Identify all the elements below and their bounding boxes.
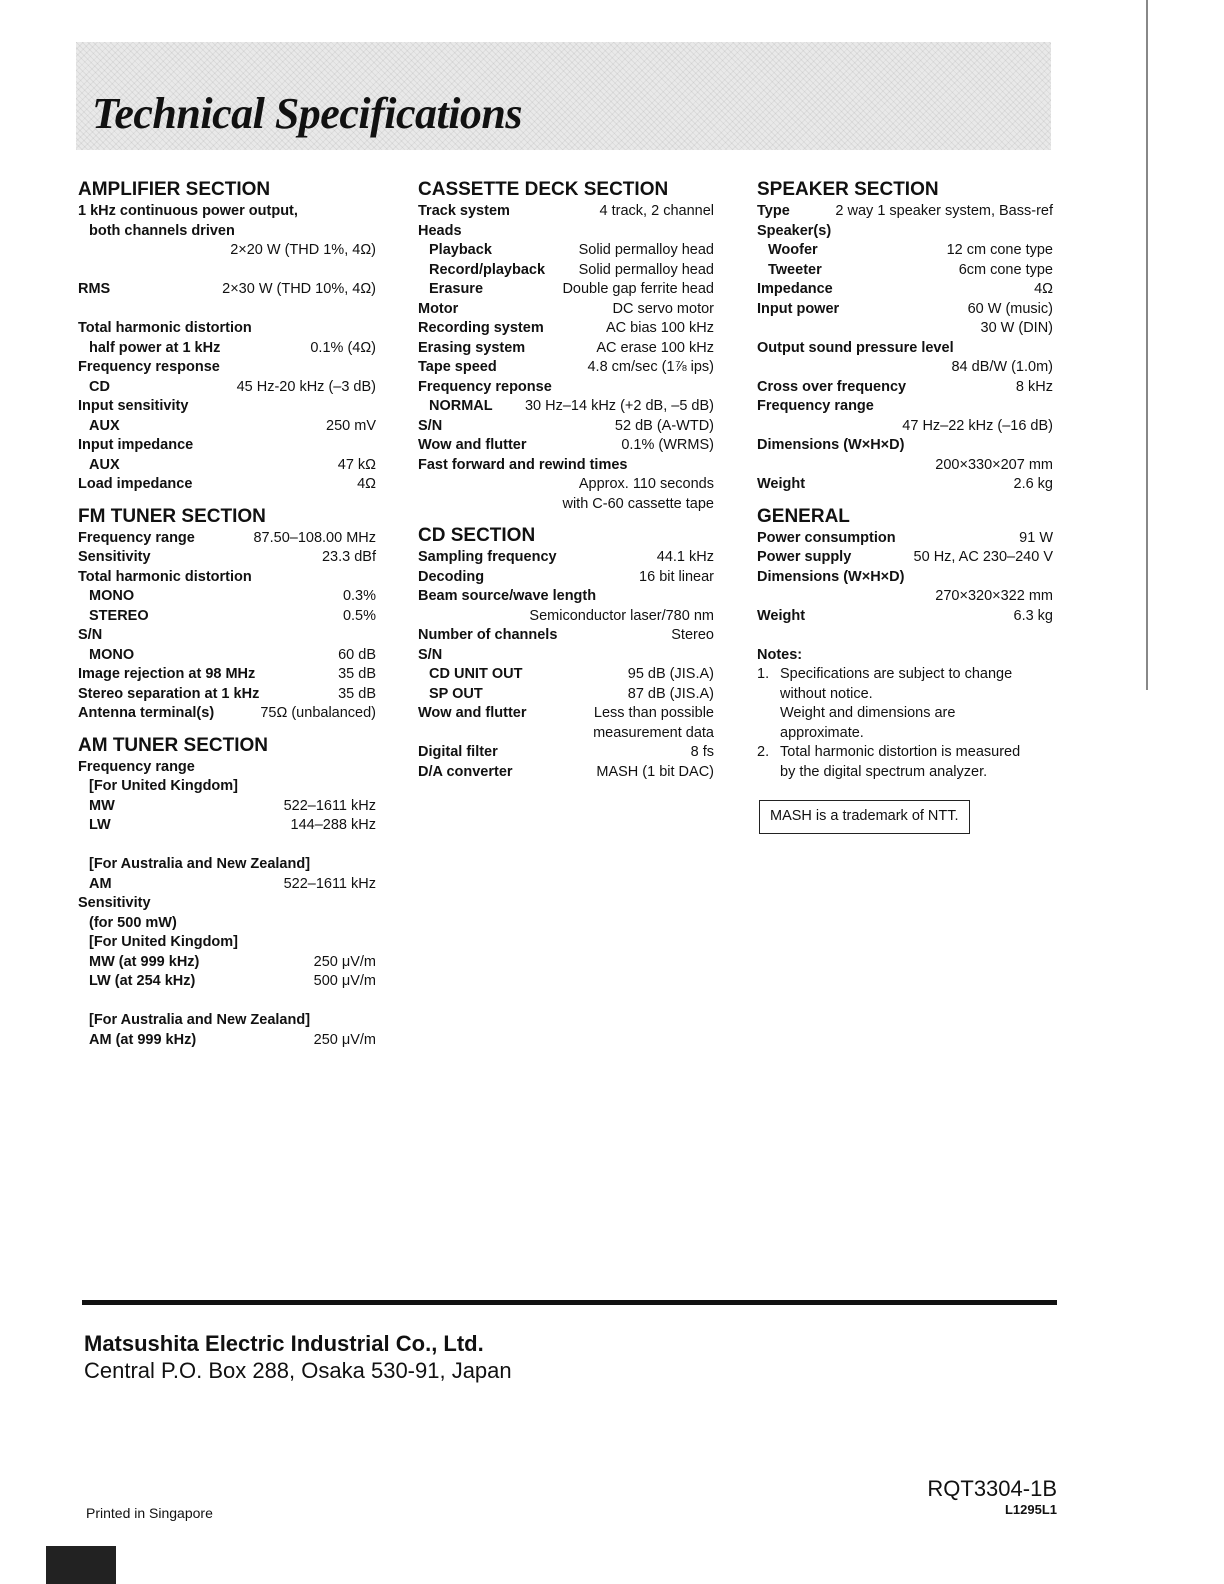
- spec-row: [78, 704, 376, 724]
- spec-value: 12 cm cone type: [946, 242, 1053, 258]
- spec-label: Cross over frequency: [757, 378, 907, 395]
- spec-label: Sensitivity: [78, 549, 151, 565]
- spec-label: Number of channels: [418, 627, 558, 643]
- spec-row: [78, 339, 376, 359]
- spec-value: 500 μV/m: [313, 973, 376, 989]
- spec-value: 522–1611 kHz: [283, 875, 376, 892]
- company-address: Central P.O. Box 288, Osaka 530-91, Japan: [84, 1358, 512, 1383]
- spec-value: AC bias 100 kHz: [606, 320, 714, 336]
- spec-row: [757, 300, 1053, 320]
- note-item: [757, 743, 1053, 782]
- spec-value: 23.3 dBf: [321, 549, 376, 565]
- spec-label: Record/playback: [429, 261, 546, 278]
- spec-label: Antenna terminal(s): [78, 705, 215, 721]
- spec-label: Wow and flutter: [418, 437, 527, 453]
- spec-row: [78, 816, 376, 836]
- spec-value: 2.6 kg: [1013, 476, 1053, 492]
- note-text: without notice.: [780, 685, 873, 702]
- spec-value: 4Ω: [1034, 281, 1053, 297]
- note-number: 1.: [757, 666, 770, 682]
- spec-value: Double gap ferrite head: [562, 281, 714, 297]
- spec-label: Output sound pressure level: [757, 339, 954, 356]
- spec-row: [78, 378, 376, 398]
- spec-label: Playback: [429, 242, 492, 258]
- spec-label: Load impedance: [78, 476, 193, 492]
- spec-value: 91 W: [1019, 529, 1053, 546]
- spec-value: 270×320×322 mm: [935, 588, 1053, 604]
- spec-value: 95 dB (JIS.A): [627, 666, 714, 682]
- spec-label: MONO: [89, 646, 135, 663]
- spec-row: [757, 475, 1053, 495]
- spec-row: [78, 685, 376, 705]
- spec-row: [757, 607, 1053, 627]
- spec-label: RMS: [78, 281, 111, 297]
- spec-label: Image rejection at 98 MHz: [78, 666, 256, 682]
- spec-label: Motor: [418, 300, 459, 317]
- spec-label: Decoding: [418, 568, 485, 585]
- note-text: by the digital spectrum analyzer.: [780, 763, 988, 780]
- spec-value: 16 bit linear: [639, 568, 714, 585]
- cassette-heading: CASSETTE DECK SECTION: [418, 179, 669, 200]
- spec-label: S/N: [418, 646, 443, 663]
- region-label: [For Australia and New Zealand]: [89, 856, 311, 872]
- spec-label: Power consumption: [757, 529, 896, 546]
- spec-row: [418, 397, 714, 417]
- spec-label: Stereo separation at 1 kHz: [78, 685, 260, 702]
- spec-value: 2×30 W (THD 10%, 4Ω): [222, 281, 376, 297]
- spec-row: [418, 743, 714, 763]
- spec-row: [418, 704, 714, 724]
- page-edge-line: [1146, 0, 1148, 690]
- spec-value: Stereo: [671, 627, 714, 643]
- spec-label: LW (at 254 kHz): [89, 973, 196, 989]
- spec-label: Erasing system: [418, 339, 526, 356]
- spec-label: Frequency range: [757, 398, 874, 414]
- spec-label: MW: [89, 797, 115, 814]
- spec-label: MW (at 999 kHz): [89, 953, 200, 970]
- spec-label: Digital filter: [418, 744, 498, 760]
- spec-label: Tape speed: [418, 359, 497, 375]
- spec-value: 0.1% (4Ω): [310, 339, 376, 356]
- spec-row: [78, 972, 376, 992]
- spec-value: Approx. 110 seconds: [578, 476, 714, 492]
- spec-row: [757, 548, 1053, 568]
- spec-value: 144–288 kHz: [290, 817, 376, 833]
- spec-value: 0.5%: [342, 607, 376, 624]
- spec-row: [418, 319, 714, 339]
- note-text: approximate.: [780, 724, 864, 741]
- spec-label: D/A converter: [418, 763, 513, 780]
- spec-label: Sampling frequency: [418, 549, 557, 565]
- spec-row: [418, 436, 714, 456]
- spec-value: 6.3 kg: [1013, 607, 1053, 624]
- spec-sublabel: (for 500 mW): [89, 914, 177, 931]
- spec-row: [78, 456, 376, 476]
- spec-value: 4 track, 2 channel: [599, 203, 714, 219]
- column-right: [757, 178, 1053, 834]
- spec-value: 84 dB/W (1.0m): [951, 359, 1053, 375]
- note-text: Total harmonic distortion is measured: [780, 744, 1021, 760]
- spec-label: Dimensions (W×H×D): [757, 437, 905, 453]
- cd-heading: CD SECTION: [418, 525, 536, 546]
- spec-label: Dimensions (W×H×D): [757, 568, 905, 585]
- footer-rule: [82, 1300, 1057, 1305]
- spec-label: NORMAL: [429, 398, 493, 414]
- region-label: [For Australia and New Zealand]: [89, 1012, 311, 1028]
- column-middle: [418, 178, 714, 782]
- spec-row: [757, 280, 1053, 300]
- spec-value: 8 kHz: [1015, 378, 1053, 395]
- spec-row: [78, 548, 376, 568]
- spec-label: Erasure: [429, 281, 484, 297]
- spec-value: 250 mV: [326, 417, 376, 434]
- spec-row: [757, 261, 1053, 281]
- amp-power-value: 2×20 W (THD 1%, 4Ω): [230, 242, 376, 258]
- spec-label: Woofer: [768, 242, 818, 258]
- spec-label: Frequency response: [78, 359, 220, 375]
- amp-power-sublabel: both channels driven: [89, 222, 235, 239]
- spec-value: 47 kΩ: [337, 456, 376, 473]
- spec-label: Frequency range: [78, 529, 195, 546]
- spec-value: with C-60 cassette tape: [562, 495, 714, 512]
- spec-row: [418, 261, 714, 281]
- spec-label: Wow and flutter: [418, 705, 527, 721]
- spec-value: 45 Hz-20 kHz (–3 dB): [236, 378, 376, 395]
- spec-label: Frequency range: [78, 758, 195, 775]
- note-item: [757, 665, 1053, 743]
- spec-row: [418, 626, 714, 646]
- note-text: Specifications are subject to change: [780, 666, 1013, 682]
- spec-row: [418, 763, 714, 783]
- spec-value: Solid permalloy head: [578, 242, 714, 258]
- spec-row: [418, 339, 714, 359]
- page-title: Technical Specifications: [92, 89, 523, 138]
- spec-label: Total harmonic distortion: [78, 320, 252, 336]
- spec-label: Sensitivity: [78, 895, 151, 911]
- spec-row: [418, 685, 714, 705]
- spec-row: [78, 1031, 376, 1051]
- spec-row: [418, 417, 714, 437]
- spec-row: [78, 953, 376, 973]
- spec-row: [418, 241, 714, 261]
- spec-row: [78, 587, 376, 607]
- spec-value: measurement data: [593, 724, 714, 741]
- spec-row: [78, 665, 376, 685]
- spec-label: Heads: [418, 222, 462, 239]
- spec-row: [418, 300, 714, 320]
- spec-row: [78, 417, 376, 437]
- spec-label: AM: [89, 875, 112, 892]
- spec-value: Solid permalloy head: [578, 261, 714, 278]
- notes-block: [757, 646, 1053, 783]
- spec-value: 50 Hz, AC 230–240 V: [913, 549, 1053, 565]
- spec-row: [418, 568, 714, 588]
- spec-label: Beam source/wave length: [418, 588, 597, 604]
- spec-label: LW: [89, 817, 111, 833]
- spec-label: Speaker(s): [757, 222, 832, 239]
- column-left: [78, 178, 376, 1050]
- spec-row: [78, 475, 376, 495]
- document-code: L1295L1: [1004, 1502, 1057, 1517]
- spec-row: [78, 797, 376, 817]
- spec-value: 250 μV/m: [313, 1031, 376, 1048]
- spec-row: [757, 241, 1053, 261]
- trademark-box: MASH is a trademark of NTT.: [759, 800, 970, 834]
- spec-value: AC erase 100 kHz: [596, 339, 714, 356]
- spec-row: [418, 665, 714, 685]
- spec-row: [78, 280, 376, 300]
- spec-row: [757, 529, 1053, 549]
- spec-value: 75Ω (unbalanced): [260, 705, 376, 721]
- spec-value: 0.3%: [342, 588, 376, 604]
- spec-value: 0.1% (WRMS): [621, 437, 714, 453]
- spec-label: Frequency reponse: [418, 378, 552, 395]
- note-number: 2.: [757, 744, 770, 760]
- spec-row: [78, 529, 376, 549]
- spec-value: 87.50–108.00 MHz: [253, 529, 376, 546]
- spec-label: Input power: [757, 300, 840, 317]
- amplifier-heading: AMPLIFIER SECTION: [78, 179, 271, 200]
- spec-label: AM (at 999 kHz): [89, 1031, 197, 1048]
- speaker-heading: SPEAKER SECTION: [757, 179, 939, 200]
- spec-value: Semiconductor laser/780 nm: [529, 607, 714, 624]
- spec-value: 6cm cone type: [958, 261, 1053, 278]
- spec-value: 87 dB (JIS.A): [627, 685, 714, 702]
- spec-label: S/N: [418, 417, 443, 434]
- spec-label: Impedance: [757, 281, 833, 297]
- spec-value: 30 W (DIN): [980, 320, 1053, 336]
- spec-label: CD UNIT OUT: [429, 666, 523, 682]
- spec-value: 30 Hz–14 kHz (+2 dB, –5 dB): [524, 398, 714, 414]
- fm-heading: FM TUNER SECTION: [78, 505, 266, 527]
- spec-label: S/N: [78, 627, 103, 643]
- spec-value: 47 Hz–22 kHz (–16 dB): [902, 417, 1053, 434]
- notes-heading: Notes:: [757, 646, 803, 663]
- spec-row: [418, 548, 714, 568]
- region-label: [For United Kingdom]: [89, 934, 239, 950]
- spec-value: 200×330×207 mm: [935, 456, 1053, 473]
- region-label: [For United Kingdom]: [89, 778, 239, 794]
- spec-label: AUX: [89, 456, 120, 473]
- company-name: Matsushita Electric Industrial Co., Ltd.: [84, 1331, 484, 1356]
- spec-label: Tweeter: [768, 261, 822, 278]
- spec-value: 44.1 kHz: [656, 549, 714, 565]
- spec-value: DC servo motor: [612, 300, 714, 317]
- spec-value: MASH (1 bit DAC): [596, 763, 714, 780]
- general-heading: GENERAL: [757, 505, 850, 527]
- spec-label: Weight: [757, 607, 806, 624]
- spec-value: Less than possible: [593, 705, 714, 721]
- spec-value: 8 fs: [690, 744, 714, 760]
- spec-label: SP OUT: [429, 685, 483, 702]
- spec-value: 522–1611 kHz: [283, 797, 376, 814]
- spec-label: AUX: [89, 417, 120, 434]
- spec-label: Type: [757, 203, 790, 219]
- spec-row: [418, 358, 714, 378]
- spec-label: Total harmonic distortion: [78, 568, 252, 585]
- spec-label: Fast forward and rewind times: [418, 456, 628, 473]
- spec-row: [757, 202, 1053, 222]
- spec-row: [78, 875, 376, 895]
- spec-row: [78, 646, 376, 666]
- spec-label: CD: [89, 378, 110, 395]
- spec-value: 4.8 cm/sec (1⅞ ips): [587, 359, 714, 375]
- spec-label: Recording system: [418, 320, 544, 336]
- spec-row: [78, 607, 376, 627]
- spec-value: 60 dB: [338, 646, 376, 663]
- spec-row: [418, 280, 714, 300]
- spec-value: 35 dB: [338, 685, 376, 702]
- spec-value: 35 dB: [338, 666, 376, 682]
- spec-label: STEREO: [89, 607, 149, 624]
- printed-in: Printed in Singapore: [86, 1505, 213, 1521]
- amp-power-label: 1 kHz continuous power output,: [78, 203, 298, 219]
- scan-corner-mark: [46, 1546, 116, 1584]
- document-number: RQT3304-1B: [927, 1476, 1057, 1501]
- spec-value: 60 W (music): [967, 300, 1053, 317]
- spec-value: 2 way 1 speaker system, Bass-ref: [835, 203, 1053, 219]
- spec-label: Input sensitivity: [78, 398, 189, 414]
- spec-row: [757, 378, 1053, 398]
- spec-value: 250 μV/m: [313, 953, 376, 970]
- spec-value: 4Ω: [357, 476, 376, 492]
- am-heading: AM TUNER SECTION: [78, 734, 268, 756]
- spec-value: 52 dB (A-WTD): [614, 417, 714, 434]
- spec-label: Input impedance: [78, 437, 194, 453]
- spec-label: MONO: [89, 588, 135, 604]
- spec-label: Weight: [757, 476, 806, 492]
- spec-label: Track system: [418, 203, 510, 219]
- spec-label: half power at 1 kHz: [89, 339, 221, 356]
- spec-label: Power supply: [757, 549, 852, 565]
- note-text: Weight and dimensions are: [780, 705, 956, 721]
- spec-row: [418, 202, 714, 222]
